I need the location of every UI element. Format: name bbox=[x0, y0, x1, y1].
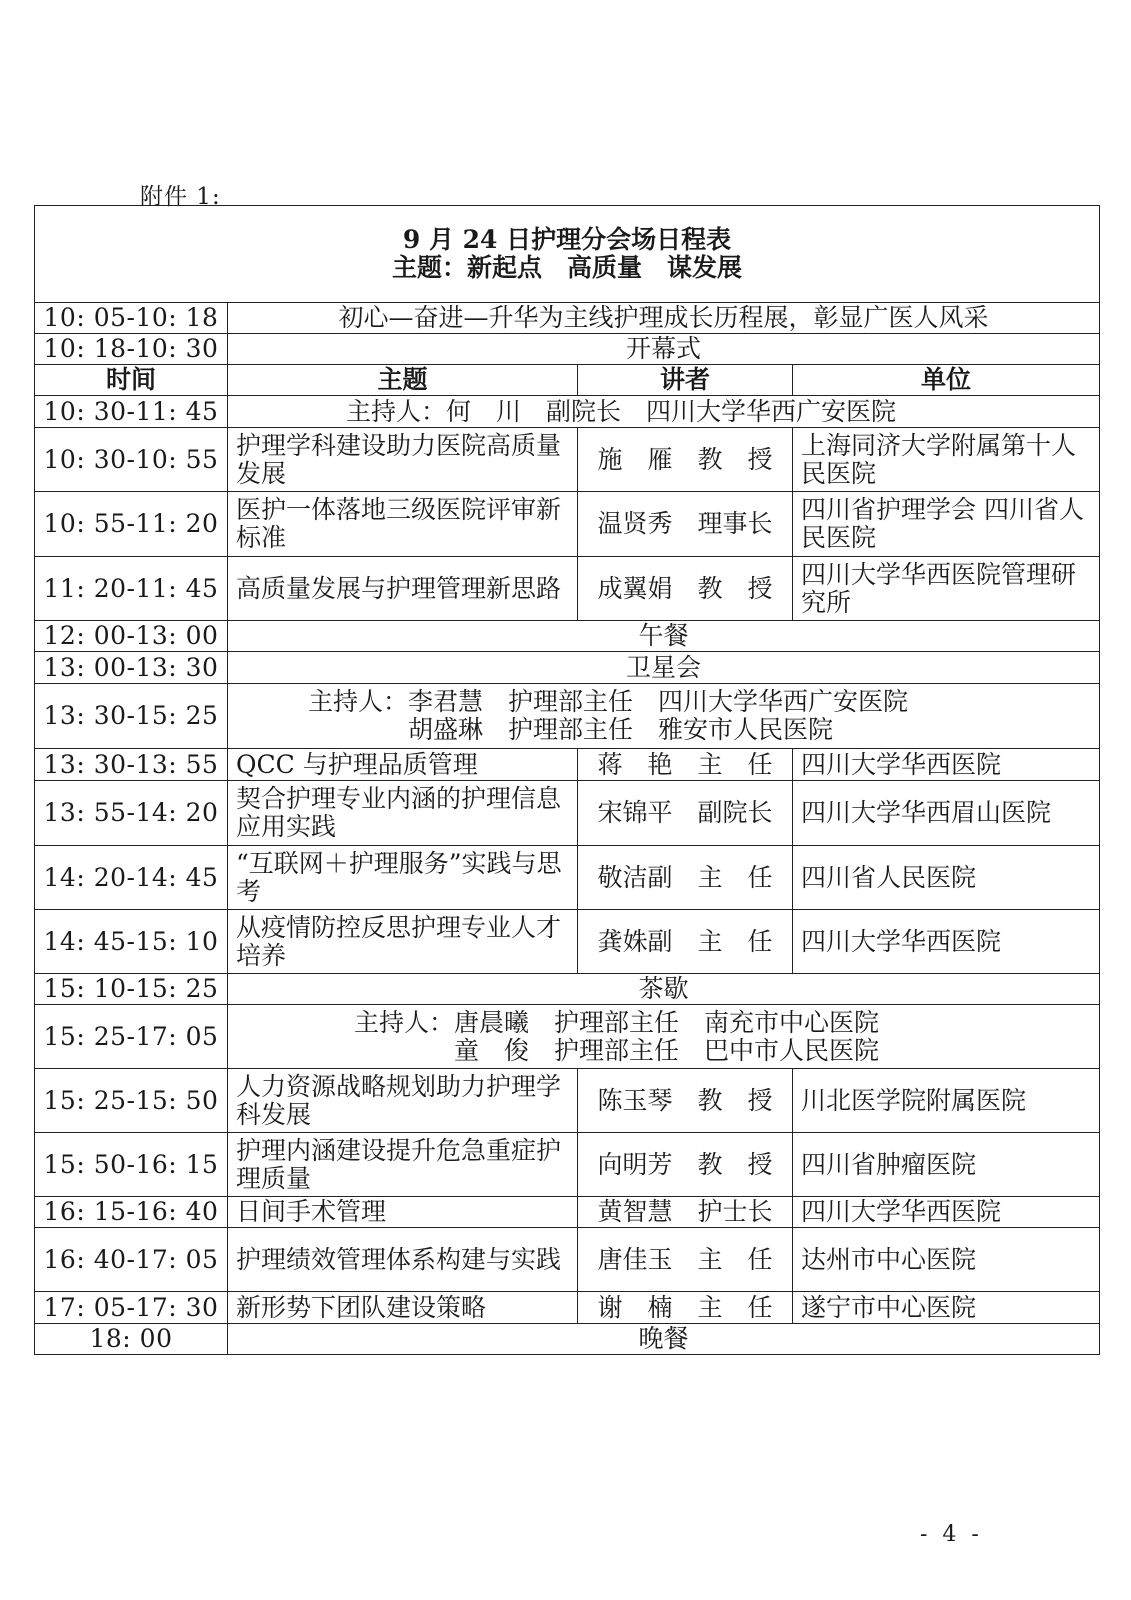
title-row bbox=[35, 206, 1100, 303]
time-cell: 15: 25-15: 50 bbox=[35, 1069, 228, 1133]
time-cell: 10: 05-10: 18 bbox=[35, 303, 228, 334]
host-info: 主持人：李君慧 护理部主任 四川大学华西广安医院 胡盛琳 护理部主任 雅安市人民医院 bbox=[228, 684, 1100, 749]
talk-row bbox=[35, 1292, 1100, 1324]
header-row bbox=[35, 365, 1100, 396]
unit-cell: 上海同济大学附属第十人民医院 bbox=[793, 428, 1100, 492]
topic-cell: “互联网＋护理服务”实践与思考 bbox=[228, 846, 578, 910]
speaker-cell: 宋锦平 副院长 bbox=[578, 781, 793, 846]
time-cell: 15: 10-15: 25 bbox=[35, 974, 228, 1005]
column-header: 单位 bbox=[793, 365, 1100, 396]
unit-cell: 川北医学院附属医院 bbox=[793, 1069, 1100, 1133]
session-row bbox=[35, 652, 1100, 684]
talk-row bbox=[35, 492, 1100, 557]
time-cell: 10: 55-11: 20 bbox=[35, 492, 228, 557]
speaker-cell: 成翼娟 教 授 bbox=[578, 557, 793, 621]
time-cell: 15: 50-16: 15 bbox=[35, 1133, 228, 1197]
speaker-cell: 龚姝副 主 任 bbox=[578, 910, 793, 974]
schedule-title: 9 月 24 日护理分会场日程表 bbox=[402, 225, 732, 254]
column-header: 讲者 bbox=[578, 365, 793, 396]
time-cell: 16: 15-16: 40 bbox=[35, 1197, 228, 1228]
unit-cell: 四川大学华西眉山医院 bbox=[793, 781, 1100, 846]
talk-row bbox=[35, 781, 1100, 846]
session-row bbox=[35, 334, 1100, 365]
host-row bbox=[35, 684, 1100, 749]
time-cell: 10: 18-10: 30 bbox=[35, 334, 228, 365]
time-cell: 11: 20-11: 45 bbox=[35, 557, 228, 621]
time-cell: 10: 30-10: 55 bbox=[35, 428, 228, 492]
time-cell: 13: 30-15: 25 bbox=[35, 684, 228, 749]
speaker-cell: 谢 楠 主 任 bbox=[578, 1292, 793, 1324]
talk-row bbox=[35, 428, 1100, 492]
talk-row bbox=[35, 749, 1100, 781]
topic-cell: 医护一体落地三级医院评审新标准 bbox=[228, 492, 578, 557]
talk-row bbox=[35, 1197, 1100, 1228]
time-cell: 13: 00-13: 30 bbox=[35, 652, 228, 684]
host-info: 主持人：唐晨曦 护理部主任 南充市中心医院 童 俊 护理部主任 巴中市人民医院 bbox=[228, 1005, 1100, 1069]
time-cell: 10: 30-11: 45 bbox=[35, 396, 228, 428]
topic-cell: 高质量发展与护理管理新思路 bbox=[228, 557, 578, 621]
session-label: 开幕式 bbox=[228, 334, 1100, 365]
unit-cell: 遂宁市中心医院 bbox=[793, 1292, 1100, 1324]
session-label: 初心—奋进—升华为主线护理成长历程展，彰显广医人风采 bbox=[228, 303, 1100, 334]
speaker-cell: 陈玉琴 教 授 bbox=[578, 1069, 793, 1133]
session-label: 晚餐 bbox=[228, 1324, 1100, 1355]
session-label: 茶歇 bbox=[228, 974, 1100, 1005]
talk-row bbox=[35, 557, 1100, 621]
topic-cell: 护理学科建设助力医院高质量发展 bbox=[228, 428, 578, 492]
unit-cell: 四川省人民医院 bbox=[793, 846, 1100, 910]
attachment-label: 附件 1: bbox=[140, 184, 221, 210]
time-cell: 13: 55-14: 20 bbox=[35, 781, 228, 846]
speaker-cell: 向明芳 教 授 bbox=[578, 1133, 793, 1197]
time-cell: 12: 00-13: 00 bbox=[35, 621, 228, 652]
time-cell: 17: 05-17: 30 bbox=[35, 1292, 228, 1324]
topic-cell: QCC 与护理品质管理 bbox=[228, 749, 578, 781]
talk-row bbox=[35, 910, 1100, 974]
time-cell: 18: 00 bbox=[35, 1324, 228, 1355]
talk-row bbox=[35, 1069, 1100, 1133]
session-label: 卫星会 bbox=[228, 652, 1100, 684]
unit-cell: 四川省护理学会 四川省人民医院 bbox=[793, 492, 1100, 557]
schedule-theme: 主题：新起点 高质量 谋发展 bbox=[392, 253, 743, 282]
page-number: - 4 - bbox=[920, 1522, 983, 1547]
schedule-table bbox=[34, 205, 1100, 1355]
topic-cell: 护理内涵建设提升危急重症护理质量 bbox=[228, 1133, 578, 1197]
time-cell: 16: 40-17: 05 bbox=[35, 1228, 228, 1292]
topic-cell: 契合护理专业内涵的护理信息应用实践 bbox=[228, 781, 578, 846]
talk-row bbox=[35, 846, 1100, 910]
talk-row bbox=[35, 1133, 1100, 1197]
topic-cell: 日间手术管理 bbox=[228, 1197, 578, 1228]
topic-cell: 护理绩效管理体系构建与实践 bbox=[228, 1228, 578, 1292]
speaker-cell: 温贤秀 理事长 bbox=[578, 492, 793, 557]
unit-cell: 四川大学华西医院 bbox=[793, 749, 1100, 781]
session-row bbox=[35, 303, 1100, 334]
topic-cell: 从疫情防控反思护理专业人才培养 bbox=[228, 910, 578, 974]
unit-cell: 四川大学华西医院 bbox=[793, 910, 1100, 974]
column-header: 时间 bbox=[35, 365, 228, 396]
speaker-cell: 敬洁副 主 任 bbox=[578, 846, 793, 910]
title-cell bbox=[35, 206, 1100, 303]
unit-cell: 达州市中心医院 bbox=[793, 1228, 1100, 1292]
column-header: 主题 bbox=[228, 365, 578, 396]
time-cell: 13: 30-13: 55 bbox=[35, 749, 228, 781]
topic-cell: 新形势下团队建设策略 bbox=[228, 1292, 578, 1324]
speaker-cell: 蒋 艳 主 任 bbox=[578, 749, 793, 781]
session-row bbox=[35, 974, 1100, 1005]
unit-cell: 四川省肿瘤医院 bbox=[793, 1133, 1100, 1197]
time-cell: 14: 45-15: 10 bbox=[35, 910, 228, 974]
session-label: 午餐 bbox=[228, 621, 1100, 652]
unit-cell: 四川大学华西医院 bbox=[793, 1197, 1100, 1228]
unit-cell: 四川大学华西医院管理研究所 bbox=[793, 557, 1100, 621]
speaker-cell: 黄智慧 护士长 bbox=[578, 1197, 793, 1228]
topic-cell: 人力资源战略规划助力护理学科发展 bbox=[228, 1069, 578, 1133]
host-row bbox=[35, 396, 1100, 428]
host-info: 主持人：何 川 副院长 四川大学华西广安医院 bbox=[228, 396, 1100, 428]
host-row bbox=[35, 1005, 1100, 1069]
talk-row bbox=[35, 1228, 1100, 1292]
session-row bbox=[35, 1324, 1100, 1355]
speaker-cell: 施 雁 教 授 bbox=[578, 428, 793, 492]
time-cell: 15: 25-17: 05 bbox=[35, 1005, 228, 1069]
time-cell: 14: 20-14: 45 bbox=[35, 846, 228, 910]
session-row bbox=[35, 621, 1100, 652]
speaker-cell: 唐佳玉 主 任 bbox=[578, 1228, 793, 1292]
